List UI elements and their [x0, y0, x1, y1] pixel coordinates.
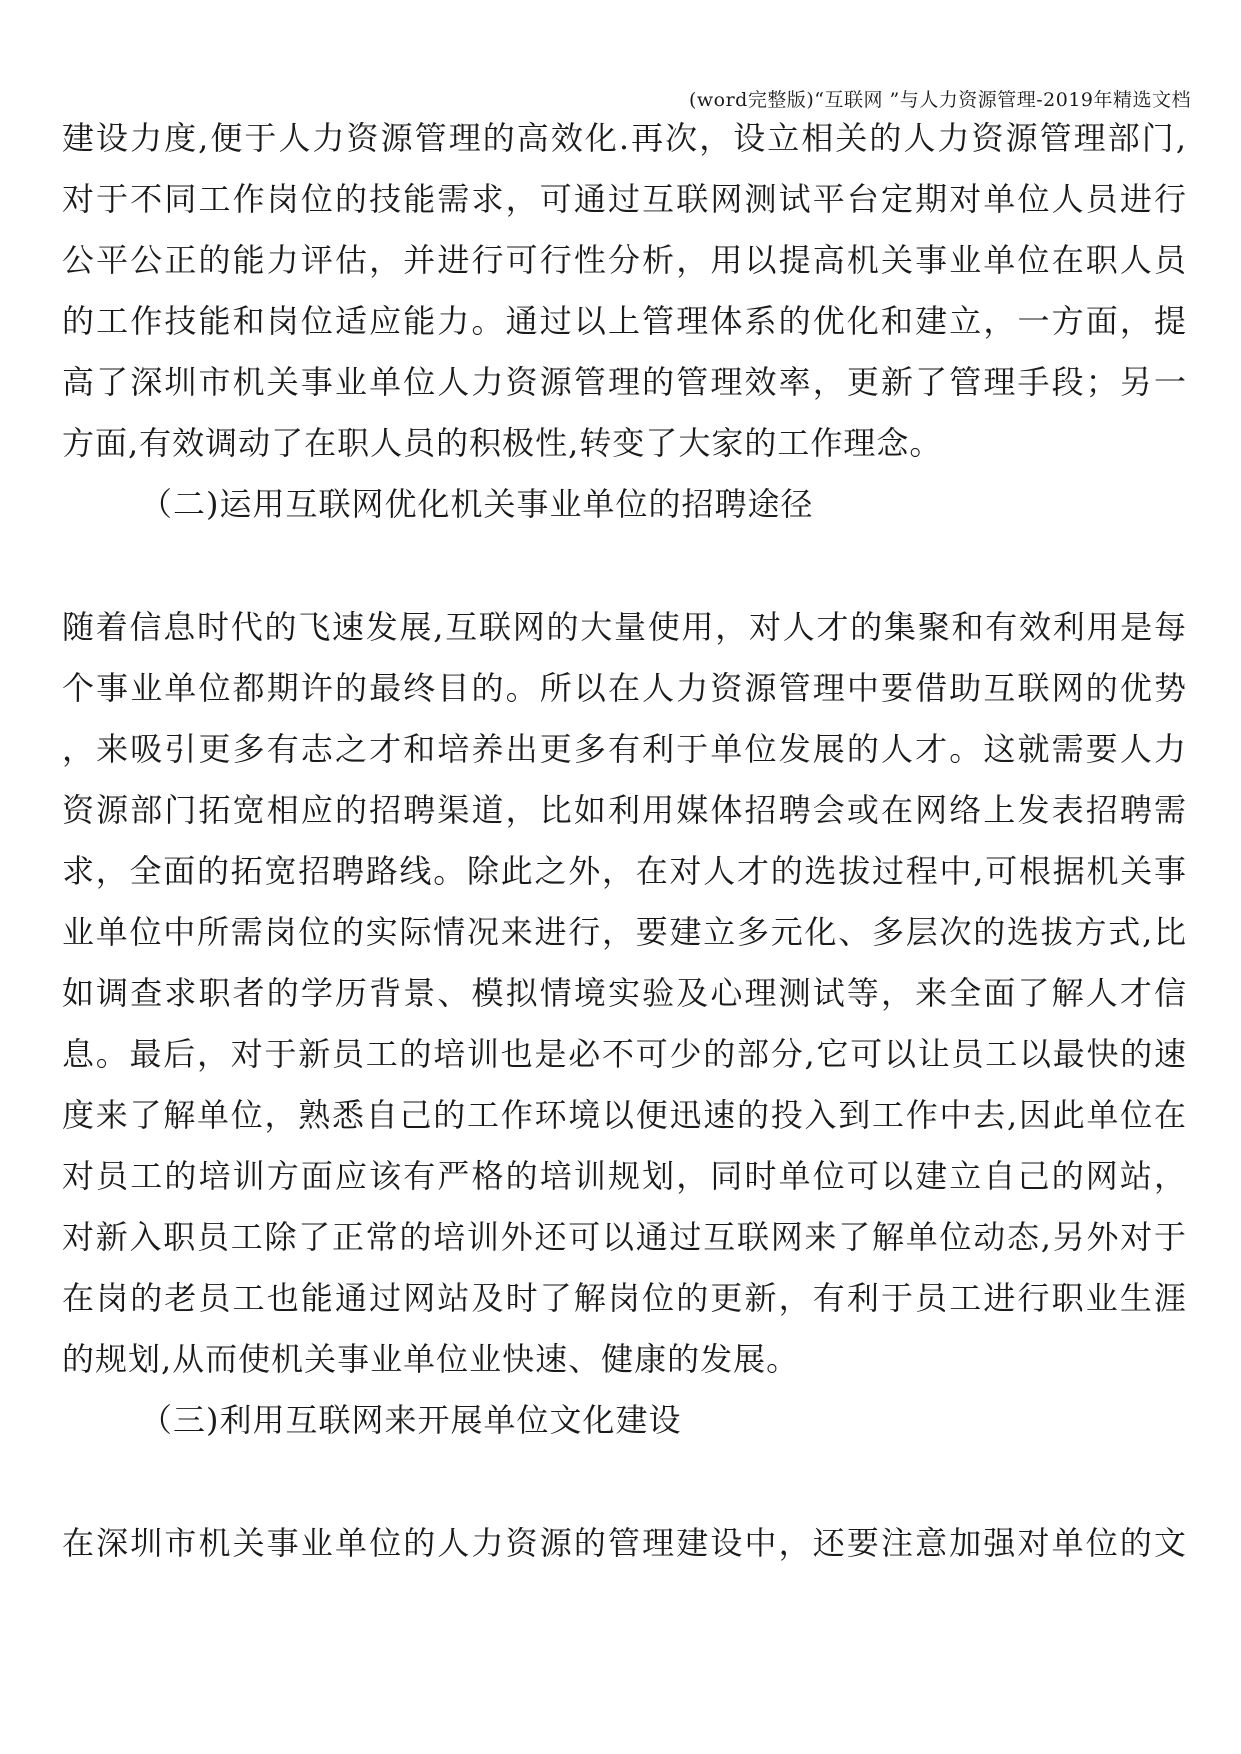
body-line: 如调查求职者的学历背景、模拟情境实验及心理测试等，来全面了解人才信: [62, 974, 1187, 1012]
body-line: 高了深圳市机关事业单位人力资源管理的管理效率，更新了管理手段；另一: [62, 363, 1187, 401]
body-line: 求，全面的拓宽招聘路线。除此之外，在对人才的选拔过程中,可根据机关事: [62, 852, 1187, 890]
body-line: 在岗的老员工也能通过网站及时了解岗位的更新，有利于员工进行职业生涯: [62, 1279, 1187, 1317]
body-line: 对于不同工作岗位的技能需求，可通过互联网测试平台定期对单位人员进行: [62, 180, 1187, 218]
body-line: 方面,有效调动了在职人员的积极性,转变了大家的工作理念。: [62, 424, 943, 462]
running-header: (word完整版)“互联网 ”与人力资源管理-2019年精选文档: [688, 89, 1191, 111]
body-line: 的规划,从而使机关事业单位业快速、健康的发展。: [62, 1340, 800, 1378]
section-heading: （三)利用互联网来开展单位文化建设: [140, 1401, 682, 1439]
body-line: 公平公正的能力评估，并进行可行性分析，用以提高机关事业单位在职人员: [62, 241, 1187, 279]
body-line: 的工作技能和岗位适应能力。通过以上管理体系的优化和建立，一方面，提: [62, 302, 1187, 340]
body-line: 在深圳市机关事业单位的人力资源的管理建设中，还要注意加强对单位的文: [62, 1524, 1187, 1562]
body-line: ，来吸引更多有志之才和培养出更多有利于单位发展的人才。这就需要人力: [62, 730, 1187, 768]
section-heading: （二)运用互联网优化机关事业单位的招聘途径: [140, 485, 814, 523]
body-line: 建设力度,便于人力资源管理的高效化.再次，设立相关的人力资源管理部门,: [62, 119, 1187, 157]
body-line: 对新入职员工除了正常的培训外还可以通过互联网来了解单位动态,另外对于: [62, 1218, 1187, 1256]
body-line: 资源部门拓宽相应的招聘渠道，比如利用媒体招聘会或在网络上发表招聘需: [62, 791, 1187, 829]
body-line: 业单位中所需岗位的实际情况来进行，要建立多元化、多层次的选拔方式,比: [62, 913, 1187, 951]
body-line: 对员工的培训方面应该有严格的培训规划，同时单位可以建立自己的网站，: [62, 1157, 1187, 1195]
body-line: 息。最后，对于新员工的培训也是必不可少的部分,它可以让员工以最快的速: [62, 1035, 1187, 1073]
body-line: 度来了解单位，熟悉自己的工作环境以便迅速的投入到工作中去,因此单位在: [62, 1096, 1187, 1134]
body-line: 个事业单位都期许的最终目的。所以在人力资源管理中要借助互联网的优势: [62, 669, 1187, 707]
body-line: 随着信息时代的飞速发展,互联网的大量使用，对人才的集聚和有效利用是每: [62, 608, 1187, 646]
